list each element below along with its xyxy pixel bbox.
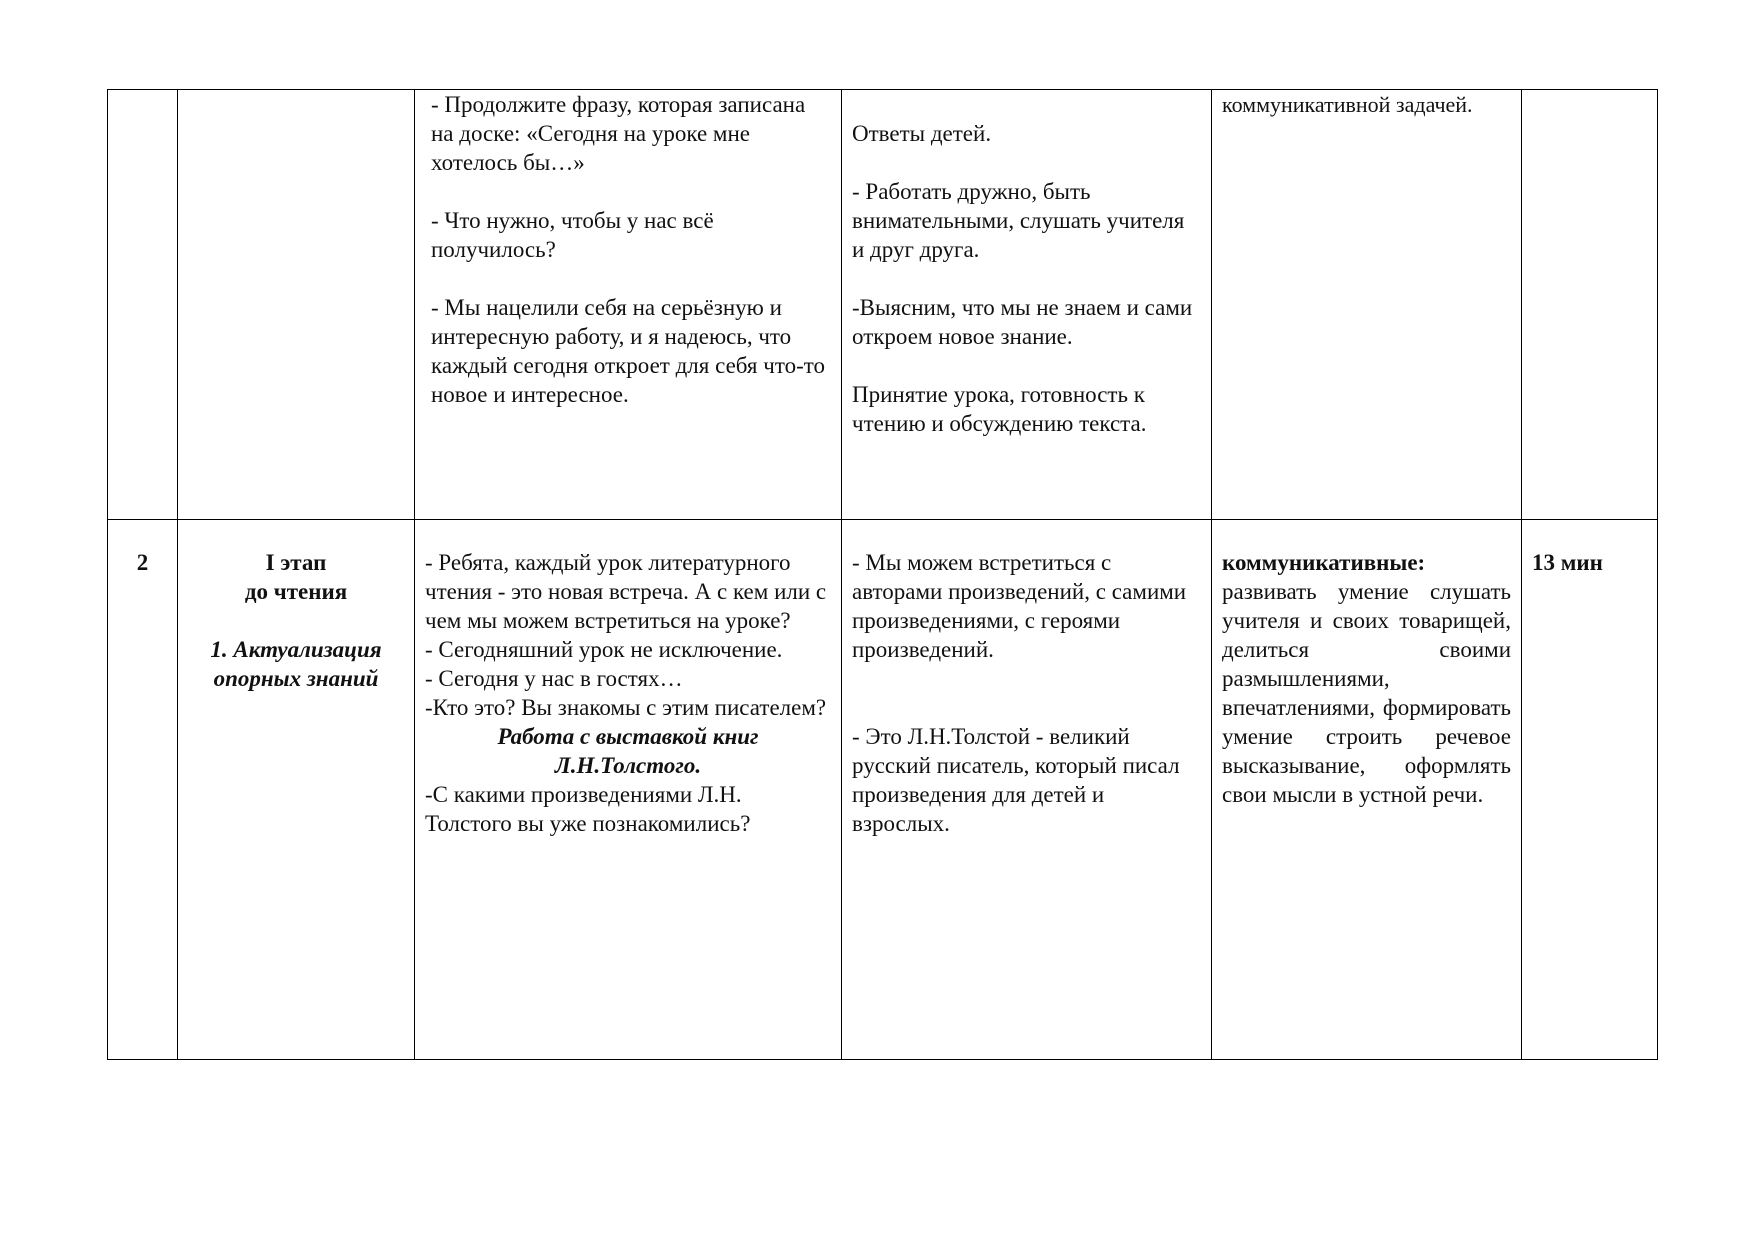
row2-teacher-p3: - Сегодня у нас в гостях… [425, 666, 683, 691]
book-exhibition-label: Работа с выставкой книг Л.Н.Толстого. [497, 724, 759, 778]
row2-teacher-p4: -Кто это? Вы знакомы с этим писателем? [425, 695, 827, 720]
table-row [108, 520, 1658, 1060]
row1-students-p3: -Выясним, что мы не знаем и сами откроем новое знание. [852, 295, 1193, 349]
row1-students-p1: Ответы детей. [852, 121, 992, 146]
row2-teacher-p5: -С какими произведениями Л.Н. Толстого вы уже познакомились? [425, 782, 751, 836]
row2-students-p2: - Это Л.Н.Толстой - великий русский писатель, который писал произведения для детей и взрослых. [852, 724, 1180, 836]
row1-uud-cell [1212, 90, 1522, 520]
row2-teacher-p2: - Сегодняшний урок не исключение. [425, 637, 783, 662]
row1-students-p4: Принятие урока, готовность к чтению и обсуждению текста. [852, 382, 1147, 436]
row2-number: 2 [136, 550, 149, 575]
row1-teacher-p2: - Что нужно, чтобы у нас всё получилось? [431, 208, 714, 262]
row1-teacher-p1: - Продолжите фразу, которая записана на доске: «Сегодня на уроке мне хотелось бы…» [431, 92, 806, 175]
uud-title: коммуникативные: [1222, 550, 1426, 575]
row1-uud-text: коммуникативной задачей. [1222, 92, 1473, 117]
row1-stage-cell [178, 90, 415, 520]
row1-students-cell [842, 90, 1212, 520]
stage-line1: I этап [265, 550, 327, 575]
table-row [108, 90, 1658, 520]
lesson-plan-table [107, 89, 1658, 1060]
stage-line2: до чтения [244, 579, 348, 604]
row2-number-cell [108, 520, 178, 1060]
row2-uud-cell [1212, 520, 1522, 1060]
uud-text: развивать умение слушать учителя и своих товарищей, делиться своими размышлениями, впечатлениями, формировать умение строить речевое высказывание, оформлять свои мысли в устной речи. [1222, 579, 1511, 807]
row1-students-p2: - Работать дружно, быть внимательными, слушать учителя и друг друга. [852, 179, 1185, 262]
row2-students-p1: - Мы можем встретиться с авторами произведений, с самими произведениями, с героями произведений. [852, 550, 1187, 662]
time-value: 13 мин [1532, 550, 1603, 575]
row2-teacher-cell [415, 520, 842, 1060]
row1-number-cell [108, 90, 178, 520]
row2-teacher-p1: - Ребята, каждый урок литературного чтения - это новая встреча. А с кем или с чем мы можем встретиться на уроке? [425, 550, 827, 633]
row1-teacher-p3: - Мы нацелили себя на серьёзную и интересную работу, и я надеюсь, что каждый сегодня откроет для себя что-то новое и интересное. [431, 295, 825, 407]
row1-time-cell [1522, 90, 1658, 520]
row2-students-cell [842, 520, 1212, 1060]
row1-teacher-cell [415, 90, 842, 520]
row2-time-cell [1522, 520, 1658, 1060]
stage-sub: 1. Актуализация опорных знаний [210, 637, 382, 691]
row2-stage-cell [178, 520, 415, 1060]
